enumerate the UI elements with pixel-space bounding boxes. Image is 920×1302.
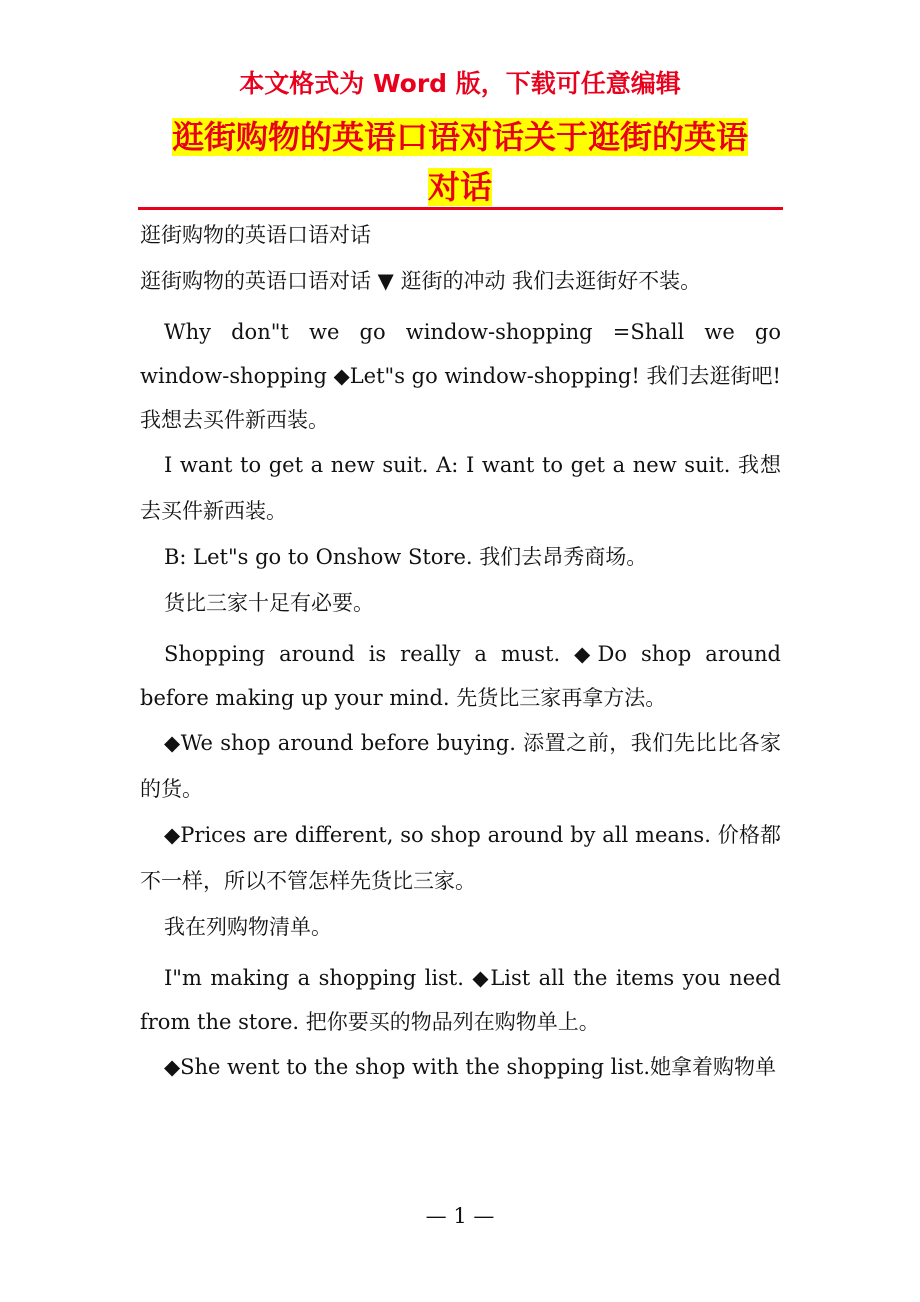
paragraph: I"m making a shopping list. ◆List all the items you need from the store. 把你要买的物品列在购物单上。 — [140, 966, 781, 1034]
title-divider — [138, 207, 783, 210]
paragraph: B: Let"s go to Onshow Store. 我们去昂秀商场。 — [164, 545, 648, 569]
document-body — [140, 212, 781, 1090]
document-title — [140, 112, 780, 212]
paragraph: Shopping around is really a must. ◆Do shop around before making up your mind. 先货比三家再拿方法。 — [140, 642, 781, 710]
paragraph: ◆She went to the shop with the shopping list.她拿着购物单 — [164, 1055, 777, 1079]
paragraph: I want to get a new suit. A: I want to get a new suit. 我想去买件新西装。 — [140, 453, 781, 523]
paragraph: ◆We shop around before buying. 添置之前，我们先比比各家的货。 — [140, 731, 781, 801]
format-notice: 本文格式为 Word 版，下载可任意编辑 — [239, 69, 681, 98]
paragraph: Why don"t we go window-shopping =Shall we go window-shopping ◆Let"s go window-shopping! 我们去逛街吧! 我想去买件新西装。 — [140, 320, 781, 432]
title-line-2: 对话 — [427, 168, 492, 206]
page-number: — 1 — — [425, 1204, 495, 1228]
paragraph: 我在列购物清单。 — [164, 915, 332, 939]
paragraph: 逛街购物的英语口语对话 ▼ 逛街的冲动 我们去逛街好不装。 — [140, 269, 702, 293]
title-line-1: 逛街购物的英语口语对话关于逛街的英语 — [171, 118, 748, 156]
paragraph: 货比三家十足有必要。 — [164, 591, 374, 615]
paragraph: ◆Prices are different, so shop around by all means. 价格都不一样，所以不管怎样先货比三家。 — [140, 823, 781, 893]
section-heading: 逛街购物的英语口语对话 — [140, 223, 371, 247]
